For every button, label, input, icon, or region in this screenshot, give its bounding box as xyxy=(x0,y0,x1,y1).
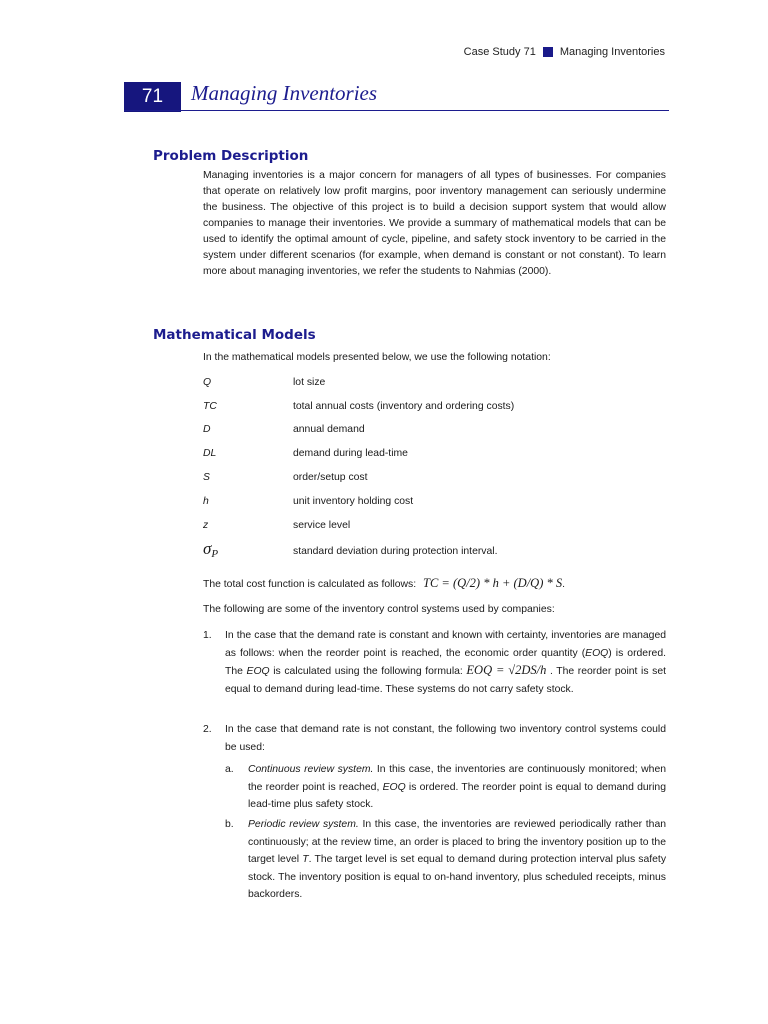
list-number: 2. xyxy=(203,724,212,735)
case-study-label: Case Study 71 xyxy=(463,46,536,58)
sigma-p-symbol xyxy=(203,539,218,560)
chapter-title-rule xyxy=(124,110,669,111)
list-number: 1. xyxy=(203,630,212,641)
notation-definition: demand during lead-time xyxy=(293,448,408,459)
item-text: is calculated using the following formula: xyxy=(273,666,463,677)
notation-definition: service level xyxy=(293,520,351,531)
item-text: . The target level is set equal to demand during protection interval plus safety stock. The inventory position is equal to on-hand inventory, plus scheduled receipts, minus backorders. xyxy=(248,854,667,900)
sigma-subscript: P xyxy=(211,548,219,560)
total-cost-line: The total cost function is calculated as follows: TC = (Q/2) * h + (D/Q) * S. xyxy=(203,576,565,590)
notation-intro: In the mathematical models presented below, we use the following notation: xyxy=(203,352,551,363)
item-text: ) is ordered. The xyxy=(225,647,666,677)
item-text: In this case, the inventories are continuously monitored; when the reorder point is reached, xyxy=(248,764,666,793)
notation-definition: standard deviation during protection interval. xyxy=(293,546,498,557)
chapter-number: 71 xyxy=(141,86,164,107)
notation-definition: annual demand xyxy=(293,424,365,435)
item-text: is ordered. The reorder point is equal to demand during lead-time plus safety stock. xyxy=(248,781,666,810)
eoq-formula: EOQ = √2DS/h xyxy=(466,663,547,677)
systems-intro: The following are some of the inventory control systems used by companies: xyxy=(203,604,555,615)
item-text: In this case, the inventories are reviewed periodically rather than continuously; at the review time, an order is placed to bring the inventory position up to the target level xyxy=(248,819,666,865)
notation-definition: total annual costs (inventory and ordering costs) xyxy=(293,401,515,412)
chapter-title: Managing Inventories xyxy=(191,81,378,105)
notation-definition: lot size xyxy=(293,377,326,388)
notation-symbol: z xyxy=(203,520,209,531)
item-text: . The reorder point is set equal to demand during lead-time. These systems do not carry safety stock. xyxy=(225,666,666,695)
sub-item-continuous-review xyxy=(248,761,666,814)
sub-list-letter: a. xyxy=(225,764,234,775)
list-item-constant-demand xyxy=(225,627,666,698)
notation-symbol: DL xyxy=(203,448,217,459)
running-header-title: Managing Inventories xyxy=(559,46,665,58)
total-cost-text: The total cost function is calculated as follows: xyxy=(203,579,417,590)
notation-symbol: Q xyxy=(203,377,212,388)
sub-item-title: Periodic review system. xyxy=(248,819,359,830)
sub-item-title: Continuous review system. xyxy=(248,764,374,775)
notation-symbol: h xyxy=(203,496,209,507)
sub-list-letter: b. xyxy=(225,819,234,830)
notation-definition: order/setup cost xyxy=(293,472,368,483)
problem-description-heading: Problem Description xyxy=(153,148,309,164)
notation-symbol: S xyxy=(203,472,210,483)
running-header xyxy=(464,46,665,58)
problem-description-paragraph: Managing inventories is a major concern for managers of all types of businesses. For companies that operate on relatively low profit margins, poor inventory management can seriously undermine the business. The objective of this project is to build a decision support system that would allow companies to manage their inventories. We provide a summary of mathematical models that can be used to identify the optimal amount of cycle, pipeline, and safety stock inventory to be carried in the system under different scenarios (for example, when demand is constant or not constant). To learn more about managing inventories, we refer the students to Nahmias (2000). xyxy=(203,170,666,277)
sub-item-periodic-review xyxy=(248,816,666,904)
notation-definition: unit inventory holding cost xyxy=(293,496,414,507)
eoq-term: EOQ xyxy=(382,781,406,793)
item-text: In the case that the demand rate is constant and known with certainty, inventories are managed as follows: when the reorder point is reached, the economic order quantity ( xyxy=(225,630,666,659)
mathematical-models-heading: Mathematical Models xyxy=(153,327,316,343)
notation-symbol: D xyxy=(203,424,211,435)
target-level-term: T xyxy=(302,854,309,865)
list-item-variable-demand: In the case that demand rate is not constant, the following two inventory control systems could be used: xyxy=(225,724,666,753)
notation-symbol: TC xyxy=(203,401,217,412)
eoq-term: EOQ xyxy=(585,647,609,659)
sigma-symbol: σ xyxy=(203,539,212,558)
chapter-number-box xyxy=(124,82,181,112)
square-bullet-icon xyxy=(543,47,553,57)
total-cost-formula: TC = (Q/2) * h + (D/Q) * S xyxy=(423,576,563,590)
eoq-term: EOQ xyxy=(246,666,270,677)
